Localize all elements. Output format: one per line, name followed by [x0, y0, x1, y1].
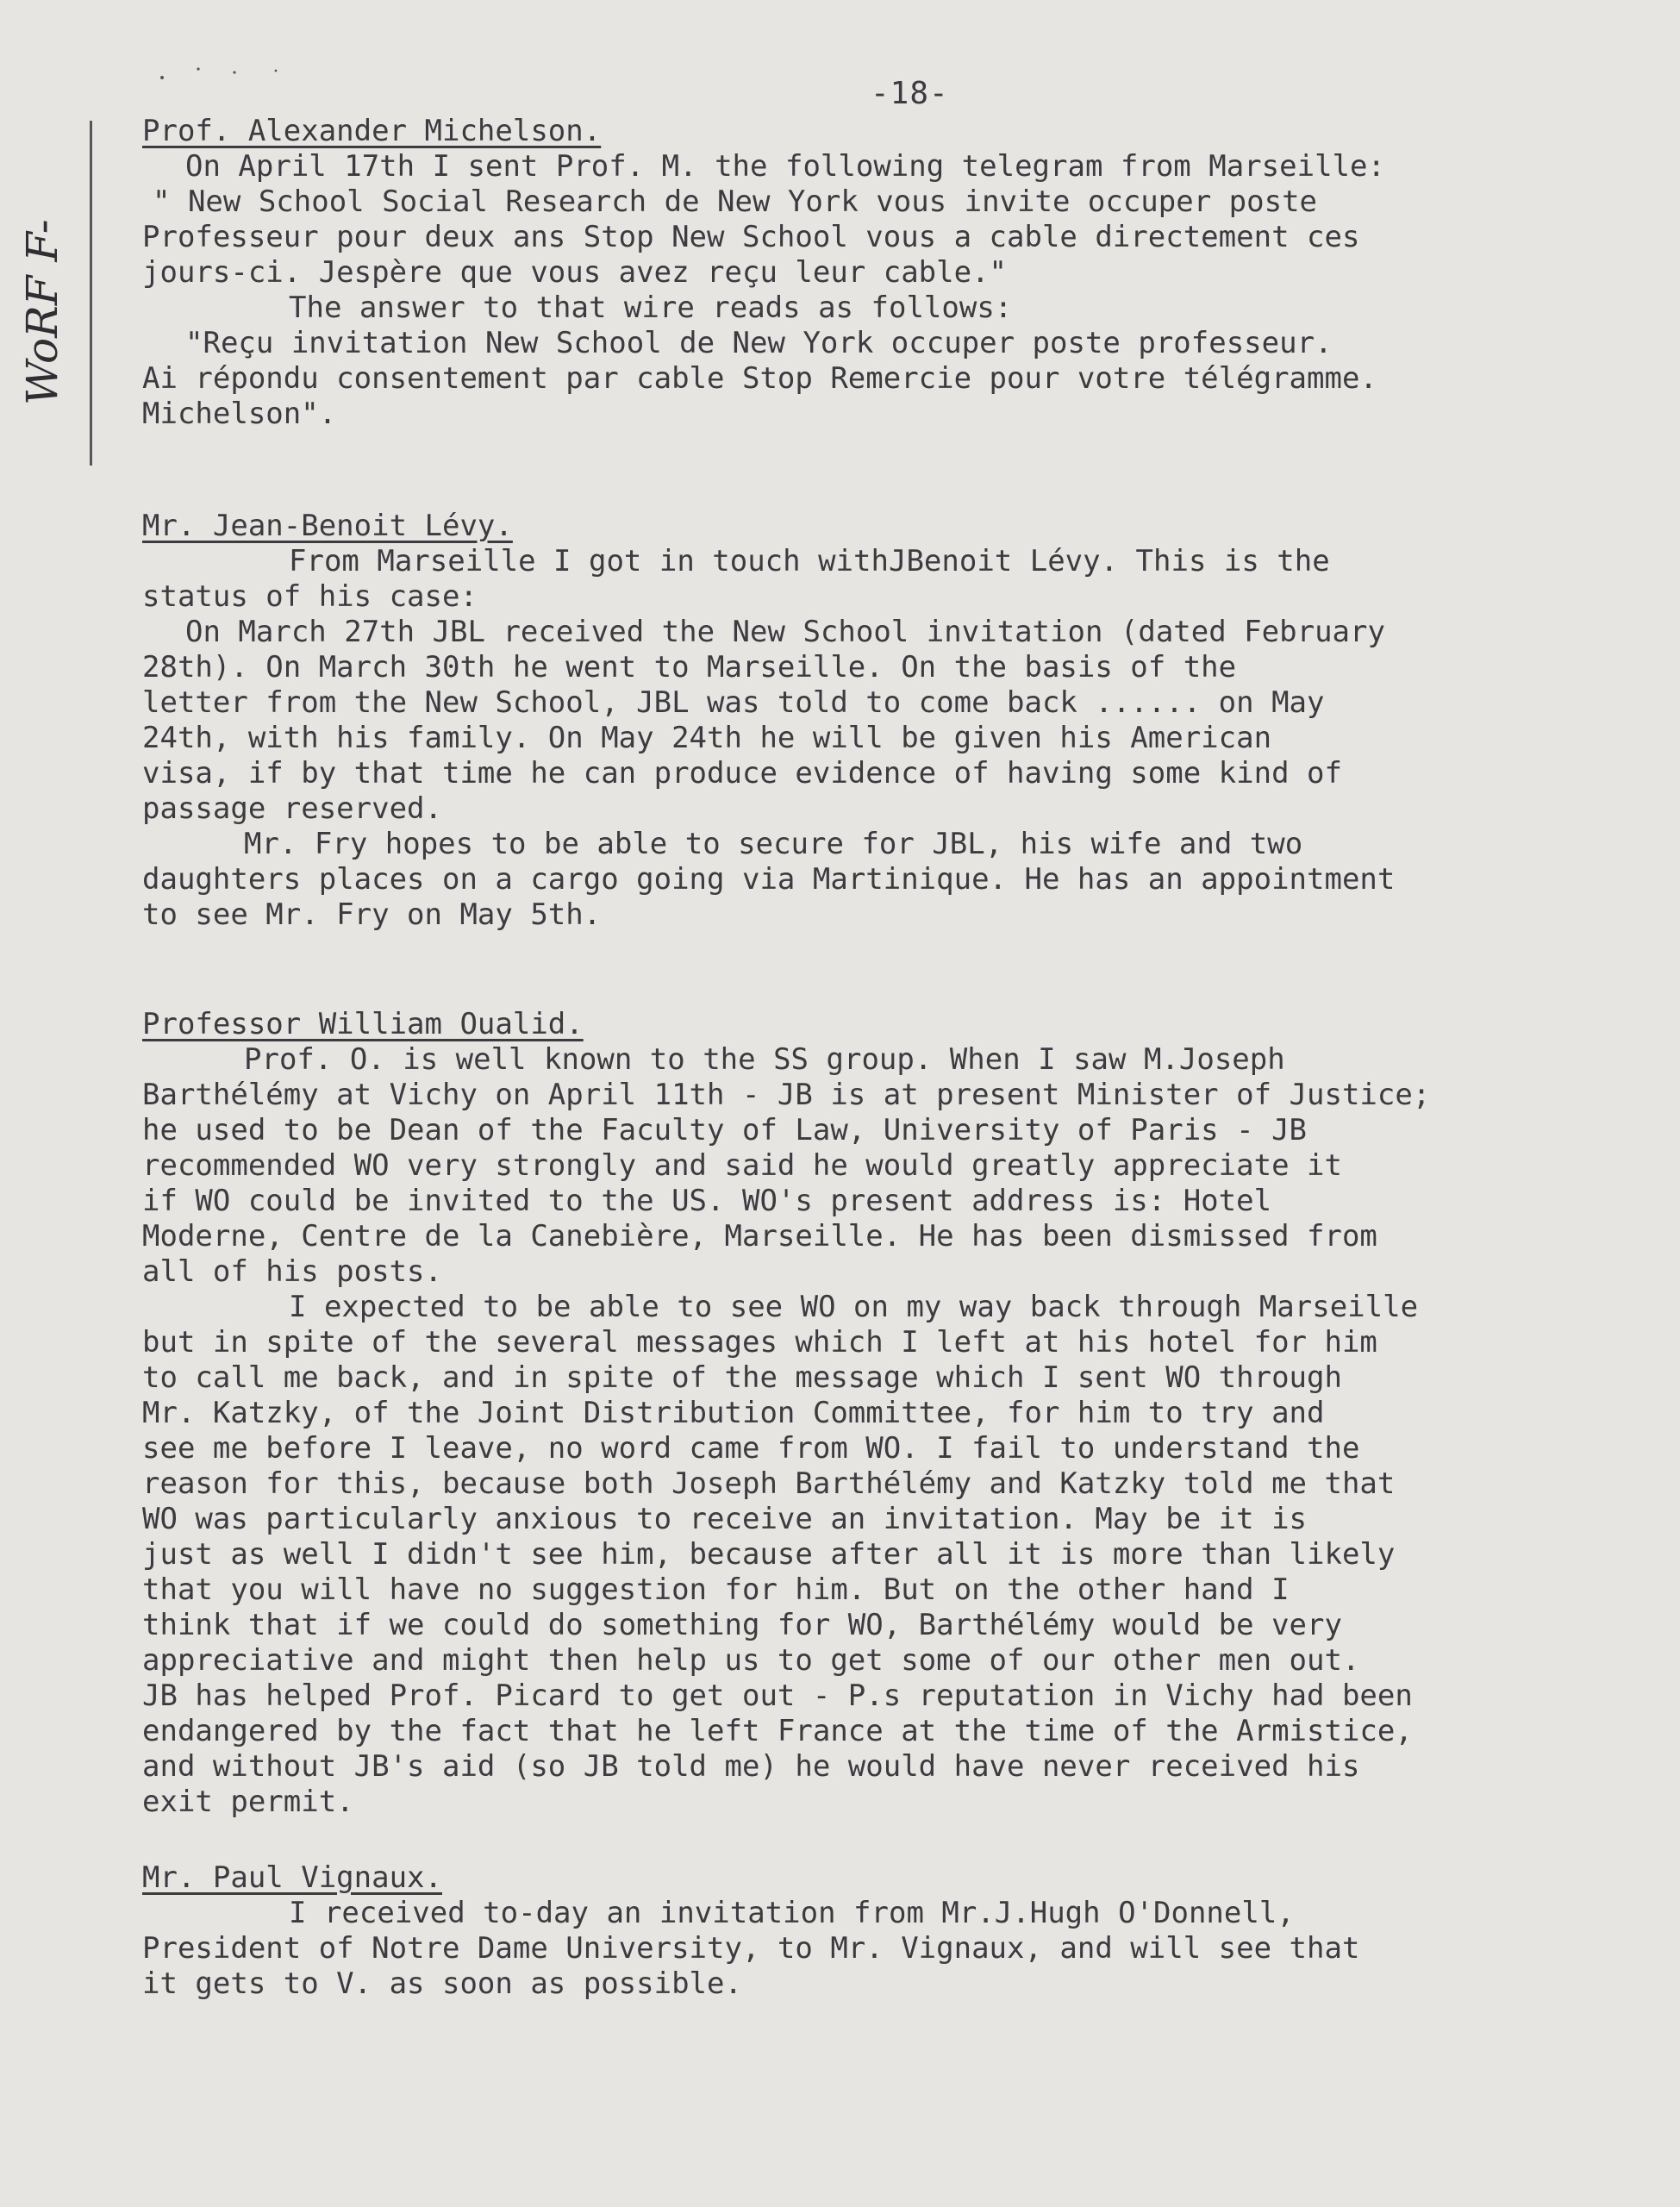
text-line: Moderne, Centre de la Canebière, Marseille. He has been dismissed from: [142, 1219, 1377, 1254]
text-line: passage reserved.: [142, 791, 442, 826]
text-line: to call me back, and in spite of the message which I sent WO through: [142, 1360, 1342, 1395]
text-line: "Reçu invitation New School de New York occuper poste professeur.: [185, 326, 1333, 360]
text-line: recommended WO very strongly and said he would greatly appreciate it: [142, 1148, 1342, 1183]
text-line: Mr. Fry hopes to be able to secure for JBL, his wife and two: [244, 827, 1303, 861]
text-line: exit permit.: [142, 1785, 354, 1819]
text-line: status of his case:: [142, 579, 478, 614]
text-line: Barthélémy at Vichy on April 11th - JB is at present Minister of Justice;: [142, 1078, 1431, 1112]
paper-specks: [155, 60, 284, 86]
text-line: to see Mr. Fry on May 5th.: [142, 897, 602, 932]
text-line: just as well I didn't see him, because after all it is more than likely: [142, 1537, 1396, 1572]
section-oualid: [142, 1007, 1642, 1820]
section-heading: Mr. Paul Vignaux.: [142, 1860, 442, 1895]
text-line: letter from the New School, JBL was told to come back ...... on May: [142, 685, 1325, 720]
text-line: if WO could be invited to the US. WO's present address is: Hotel: [142, 1184, 1272, 1218]
text-line: President of Notre Dame University, to Mr. Vignaux, and will see that: [142, 1931, 1360, 1966]
text-line: On April 17th I sent Prof. M. the following telegram from Marseille:: [185, 149, 1385, 184]
handwritten-margin-note: WoRF F-: [17, 219, 67, 405]
text-line: jours-ci. Jespère que vous avez reçu leur cable.": [142, 255, 1008, 290]
text-line: On March 27th JBL received the New School invitation (dated February: [185, 615, 1385, 649]
text-line: and without JB's aid (so JB told me) he would have never received his: [142, 1749, 1360, 1784]
text-line: WO was particularly anxious to receive an invitation. May be it is: [142, 1502, 1308, 1536]
text-line: appreciative and might then help us to get some of our other men out.: [142, 1643, 1360, 1678]
text-line: Michelson".: [142, 397, 337, 431]
text-line: visa, if by that time he can produce evidence of having some kind of: [142, 756, 1342, 791]
text-line: see me before I leave, no word came from WO. I fail to understand the: [142, 1431, 1360, 1466]
page-number: -18-: [871, 76, 949, 111]
text-line: " New School Social Research de New York vous invite occuper poste: [153, 184, 1318, 219]
text-line: Mr. Katzky, of the Joint Distribution Committee, for him to try and: [142, 1396, 1325, 1430]
text-line: it gets to V. as soon as possible.: [142, 1966, 742, 2001]
text-line: endangered by the fact that he left France at the time of the Armistice,: [142, 1714, 1413, 1748]
text-line: Ai répondu consentement par cable Stop Remercie pour votre télégramme.: [142, 361, 1377, 396]
text-line: From Marseille I got in touch withJBenoit Lévy. This is the: [289, 544, 1330, 578]
text-line: but in spite of the several messages which I left at his hotel for him: [142, 1325, 1377, 1360]
text-line: daughters places on a cargo going via Martinique. He has an appointment: [142, 862, 1396, 897]
text-line: think that if we could do something for WO, Barthélémy would be very: [142, 1608, 1342, 1642]
section-vignaux: [142, 1860, 1642, 2002]
text-line: I received to-day an invitation from Mr.J.Hugh O'Donnell,: [289, 1896, 1295, 1930]
margin-vertical-line: [90, 121, 92, 466]
text-line: Prof. O. is well known to the SS group. When I saw M.Joseph: [244, 1042, 1285, 1077]
section-heading: Mr. Jean-Benoit Lévy.: [142, 509, 513, 543]
text-line: I expected to be able to see WO on my way back through Marseille: [289, 1290, 1419, 1324]
text-line: The answer to that wire reads as follows:: [289, 291, 1013, 325]
section-michelson: [142, 114, 1642, 432]
text-line: reason for this, because both Joseph Barthélémy and Katzky told me that: [142, 1466, 1396, 1501]
section-heading: Professor William Oualid.: [142, 1007, 584, 1041]
section-levy: [142, 509, 1642, 933]
section-heading: Prof. Alexander Michelson.: [142, 114, 602, 148]
text-line: 24th, with his family. On May 24th he will be given his American: [142, 721, 1272, 755]
text-line: he used to be Dean of the Faculty of Law, University of Paris - JB: [142, 1113, 1308, 1147]
text-line: all of his posts.: [142, 1254, 442, 1289]
text-line: JB has helped Prof. Picard to get out - P.s reputation in Vichy had been: [142, 1679, 1413, 1713]
text-line: Professeur pour deux ans Stop New School vous a cable directement ces: [142, 220, 1360, 254]
text-line: 28th). On March 30th he went to Marseille. On the basis of the: [142, 650, 1237, 685]
text-line: that you will have no suggestion for him. But on the other hand I: [142, 1572, 1290, 1607]
